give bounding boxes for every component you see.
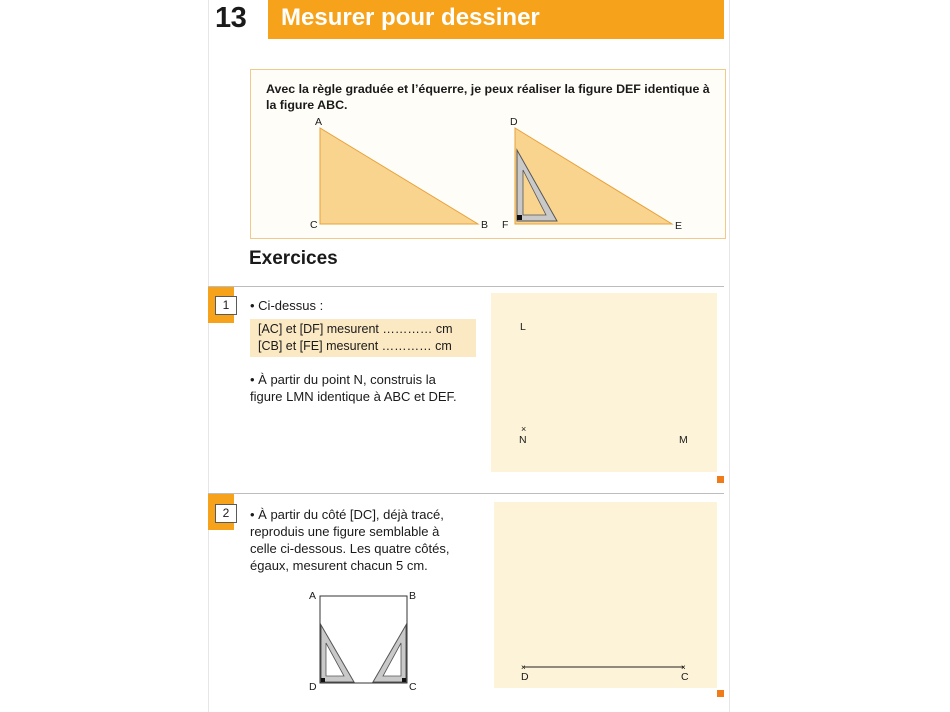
cross-c-icon: × [681, 663, 686, 672]
exercises-heading: Exercices [249, 248, 338, 269]
intro-text: Avec la règle graduée et l’équerre, je peux réaliser la figure DEF identique à la figure ABC. [266, 82, 710, 112]
square-label-b: B [409, 590, 417, 602]
square-label-c: C [409, 681, 417, 693]
ex2-line4: égaux, mesurent chacun 5 cm. [250, 558, 428, 573]
ex2-line2: reproduis une figure semblable à [250, 524, 440, 539]
page-title: Mesurer pour dessiner [281, 4, 540, 31]
point-l: L [520, 321, 526, 333]
ex2-corner-mark [717, 690, 724, 697]
ex2-number: 2 [215, 504, 237, 523]
segment-label-d: D [521, 671, 529, 683]
point-m: M [679, 434, 688, 446]
point-n: N [519, 434, 527, 446]
ex1-bullet2-line1: • À partir du point N, construis la [250, 372, 436, 387]
ex1-line1: [AC] et [DF] mesurent ………… cm [258, 322, 453, 336]
label-b: B [481, 219, 489, 231]
segment-label-c: C [681, 671, 689, 683]
cross-n-icon: × [521, 424, 527, 434]
square-label-d: D [309, 681, 317, 693]
label-d: D [510, 116, 518, 128]
ex1-bullet2-line2: figure LMN identique à ABC et DEF. [250, 389, 457, 404]
ex1-bullet1: • Ci-dessus : [250, 298, 324, 313]
label-f: F [502, 219, 509, 231]
square-label-a: A [309, 590, 317, 602]
cross-d-icon: × [521, 663, 526, 672]
ex1-line2: [CB] et [FE] mesurent ………… cm [258, 339, 452, 353]
lesson-number: 13 [215, 2, 247, 34]
label-a: A [315, 116, 323, 128]
label-e: E [675, 220, 683, 232]
ex2-line3: celle ci-dessous. Les quatre côtés, [250, 541, 450, 556]
ex2-line1: • À partir du côté [DC], déjà tracé, [250, 507, 444, 522]
ex1-number: 1 [215, 296, 237, 315]
label-c: C [310, 219, 318, 231]
